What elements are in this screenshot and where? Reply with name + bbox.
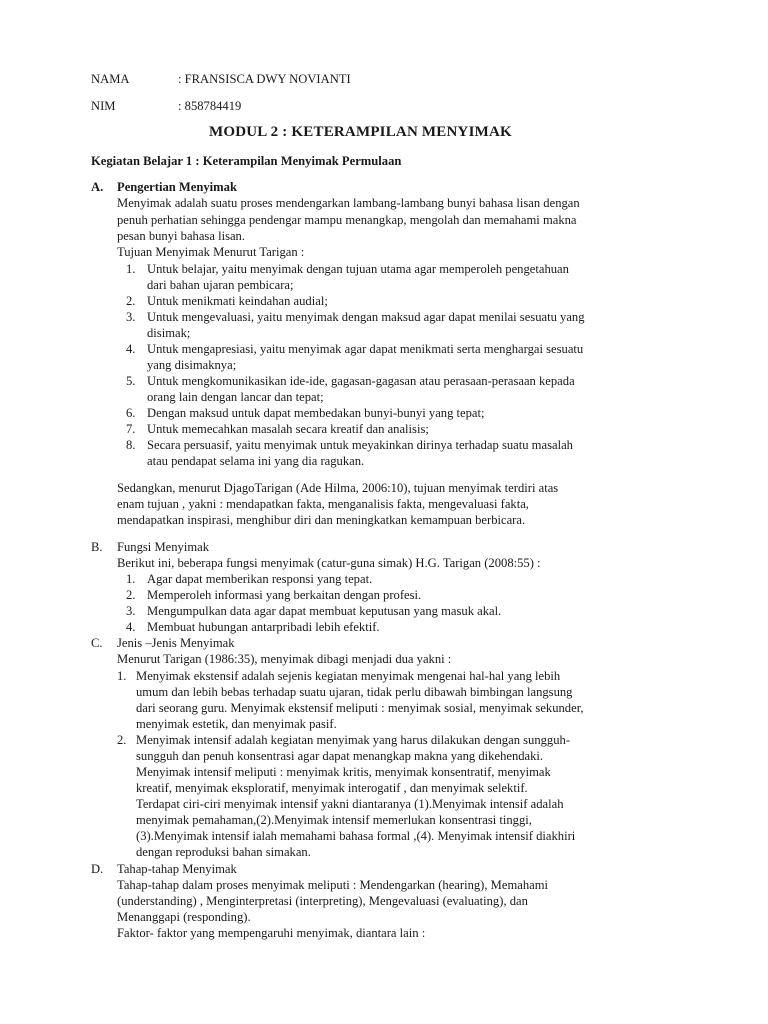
list-item-line: Untuk memecahkan masalah secara kreatif dan analisis;	[147, 422, 429, 436]
list-item-line: Agar dapat memberikan responsi yang tepat.	[147, 572, 373, 586]
list-number: 5.	[126, 374, 136, 388]
list-number: 4.	[126, 342, 136, 356]
list-number: 3.	[126, 310, 136, 324]
section-d-marker: D.	[91, 862, 104, 876]
tujuan-intro: Tujuan Menyimak Menurut Tarigan :	[117, 245, 305, 259]
nama-label: NAMA	[91, 72, 130, 86]
paragraph-line: Menyimak adalah suatu proses mendengarkan lambang-lambang bunyi bahasa lisan dengan	[117, 196, 580, 210]
list-item-line: sungguh dan penuh konsentrasi agar dapat menangkap makna yang dikehendaki.	[136, 749, 544, 763]
list-item-line: menyimak pemahaman,(2).Menyimak intensif memerlukan konsentrasi tinggi,	[136, 813, 532, 827]
page-title: MODUL 2 : KETERAMPILAN MENYIMAK	[209, 124, 512, 140]
section-c-heading: Jenis –Jenis Menyimak	[117, 636, 235, 650]
list-item-line: Menyimak ekstensif adalah sejenis kegiatan menyimak mengenai hal-hal yang lebih	[136, 669, 561, 683]
list-item-line: orang lain dengan lancar dan tepat;	[147, 390, 324, 404]
list-item-line: yang disimaknya;	[147, 358, 237, 372]
list-item-line: Mengumpulkan data agar dapat membuat keputusan yang masuk akal.	[147, 604, 502, 618]
list-item-line: Untuk menikmati keindahan audial;	[147, 294, 328, 308]
paragraph-line: pesan bunyi bahasa lisan.	[117, 229, 246, 243]
list-number: 7.	[126, 422, 136, 436]
paragraph-line: mendapatkan inspirasi, menghibur diri dan meningkatkan kemampuan berbicara.	[117, 513, 526, 527]
section-c-intro: Menurut Tarigan (1986:35), menyimak dibagi menjadi dua yakni :	[117, 652, 452, 666]
paragraph-line: Menanggapi (responding).	[117, 910, 251, 924]
list-item-line: dengan reproduksi bahan simakan.	[136, 845, 311, 859]
list-number: 4.	[126, 620, 136, 634]
list-item-line: Terdapat ciri-ciri menyimak intensif yakni diantaranya (1).Menyimak intensif adalah	[136, 797, 564, 811]
list-number: 3.	[126, 604, 136, 618]
list-item-line: dari bahan ujaran pembicara;	[147, 278, 294, 292]
list-item-line: Menyimak intensif meliputi : menyimak kritis, menyimak konsentratif, menyimak	[136, 765, 551, 779]
list-item-line: Membuat hubungan antarpribadi lebih efektif.	[147, 620, 380, 634]
list-item-line: Secara persuasif, yaitu menyimak untuk meyakinkan dirinya terhadap suatu masalah	[147, 438, 573, 452]
list-item-line: disimak;	[147, 326, 191, 340]
list-item-line: Untuk mengevaluasi, yaitu menyimak dengan maksud agar dapat menilai sesuatu yang	[147, 310, 585, 324]
section-c-marker: C.	[91, 636, 103, 650]
nim-label: NIM	[91, 99, 116, 113]
list-item-line: umum dan lebih bebas terhadap suatu ujaran, tidak perlu dibawah bimbingan langsung	[136, 685, 573, 699]
section-a-marker: A.	[91, 180, 104, 194]
list-number: 2.	[126, 294, 136, 308]
nama-value: : FRANSISCA DWY NOVIANTI	[178, 72, 351, 86]
section-a-heading: Pengertian Menyimak	[117, 180, 237, 194]
list-item-line: Untuk mengkomunikasikan ide-ide, gagasan-gagasan atau perasaan-perasaan kepada	[147, 374, 575, 388]
kegiatan-heading: Kegiatan Belajar 1 : Keterampilan Menyimak Permulaan	[91, 154, 402, 168]
list-item-line: Dengan maksud untuk dapat membedakan bunyi-bunyi yang tepat;	[147, 406, 485, 420]
section-b-marker: B.	[91, 540, 103, 554]
list-number: 2.	[126, 588, 136, 602]
paragraph-line: enam tujuan , yakni : mendapatkan fakta, menganalisis fakta, mengevaluasi fakta,	[117, 497, 529, 511]
list-item-line: kreatif, menyimak eksploratif, menyimak interogatif , dan menyimak selektif.	[136, 781, 528, 795]
nim-value: : 858784419	[178, 99, 242, 113]
list-number: 8.	[126, 438, 136, 452]
paragraph-line: Faktor- faktor yang mempengaruhi menyimak, diantara lain :	[117, 926, 426, 940]
paragraph-line: Tahap-tahap dalam proses menyimak meliputi : Mendengarkan (hearing), Memahami	[117, 878, 549, 892]
list-number: 1.	[126, 572, 136, 586]
list-item-line: (3).Menyimak intensif ialah memahami bahasa formal ,(4). Menyimak intensif diakhiri	[136, 829, 576, 843]
list-item-line: Untuk mengapresiasi, yaitu menyimak agar dapat menikmati serta menghargai sesuatu	[147, 342, 584, 356]
section-d-heading: Tahap-tahap Menyimak	[117, 862, 237, 876]
list-item-line: menyimak estetik, dan menyimak pasif.	[136, 717, 337, 731]
section-b-heading: Fungsi Menyimak	[117, 540, 210, 554]
section-b-intro: Berikut ini, beberapa fungsi menyimak (catur-guna simak) H.G. Tarigan (2008:55) :	[117, 556, 541, 570]
list-number: 1.	[126, 262, 136, 276]
list-item-line: dari seorang guru. Menyimak ekstensif meliputi : menyimak sosial, menyimak sekunder,	[136, 701, 584, 715]
list-number: 6.	[126, 406, 136, 420]
paragraph-line: (understanding) , Menginterpretasi (interpreting), Mengevaluasi (evaluating), dan	[117, 894, 528, 908]
paragraph-line: penuh perhatian sehingga pendengar mampu menangkap, mengolah dan memahami makna	[117, 213, 577, 227]
list-item-line: Untuk belajar, yaitu menyimak dengan tujuan utama agar memperoleh pengetahuan	[147, 262, 569, 276]
list-number: 2.	[117, 733, 127, 747]
paragraph-line: Sedangkan, menurut DjagoTarigan (Ade Hilma, 2006:10), tujuan menyimak terdiri atas	[117, 481, 559, 495]
list-item-line: atau pendapat selama ini yang dia ragukan.	[147, 454, 365, 468]
list-item-line: Memperoleh informasi yang berkaitan dengan profesi.	[147, 588, 422, 602]
list-item-line: Menyimak intensif adalah kegiatan menyimak yang harus dilakukan dengan sungguh-	[136, 733, 571, 747]
list-number: 1.	[117, 669, 127, 683]
